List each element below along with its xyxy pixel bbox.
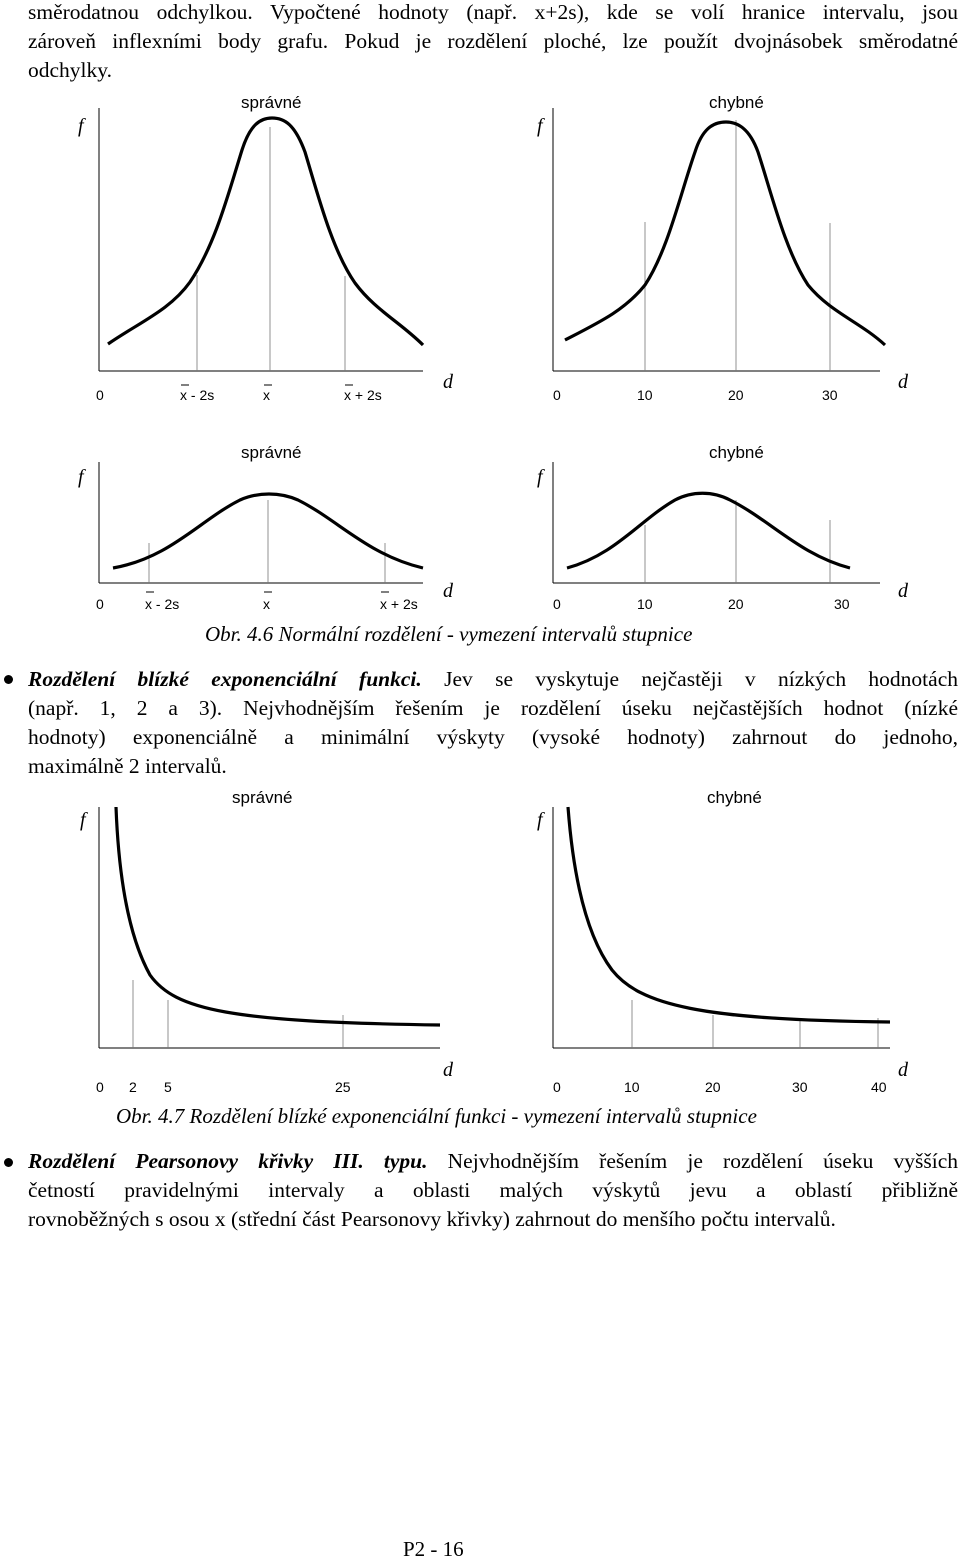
bullet-exponential-line-2: (např. 1, 2 a 3). Nejvhodnějším řešením je rozdělení úseku nejčastějších hodnot (nízké [28,696,958,720]
fig47-l-title: správné [232,788,293,807]
fig46-bl-tick-0: 0 [96,596,104,612]
fig46-bl-title: správné [241,443,302,462]
fig46-top-right-panel [553,108,885,371]
fig47-l-tick-1: 2 [129,1079,137,1095]
fig47-r-tick-1: 10 [624,1079,640,1095]
fig47-r-xlabel: d [898,1059,908,1081]
fig47-r-curve [568,807,890,1022]
fig46-bottom-right-panel [553,462,880,583]
fig46-tl-title: správné [241,93,302,112]
fig46-bl-tick-3: x + 2s [380,596,418,612]
fig47-l-ylabel: f [80,809,86,831]
fig46-tl-curve [108,118,423,345]
bullet-pearson-line-3: rovnoběžných s osou x (střední část Pearsonovy křivky) zahrnout do menšího počtu intervalů. [28,1207,836,1231]
intro-line-2: zároveň inflexními body grafu. Pokud je rozdělení ploché, lze použít dvojnásobek směrodatné [28,29,958,53]
fig46-br-xlabel: d [898,580,908,602]
bullet-exponential-paragraph [28,665,958,781]
fig47-r-ylabel: f [537,809,543,831]
fig47-l-tick-2: 5 [164,1079,172,1095]
fig46-tl-tick-0: 0 [96,387,104,403]
bullet-exponential-line-1-text: Jev se vyskytuje nejčastěji v nízkých hodnotách [421,667,958,691]
fig46-top-left-panel [99,108,423,371]
fig47-r-tick-3: 30 [792,1079,808,1095]
fig46-br-tick-0: 0 [553,596,561,612]
bullet-pearson-line-1-text: Nejvhodnějším řešením je rozdělení úseku vyšších [427,1149,958,1173]
fig46-bl-xlabel: d [443,580,453,602]
fig47-l-curve [116,807,440,1025]
bullet-exponential-title: Rozdělení blízké exponenciální funkci. [28,667,422,691]
intro-line-3: odchylky. [28,58,112,82]
fig46-tr-curve [565,122,885,345]
fig46-bl-tick-2: x [263,596,270,612]
fig46-tl-tick-3: x + 2s [344,387,382,403]
fig46-bottom-left-panel [99,462,423,583]
fig46-tr-ylabel: f [537,115,543,137]
fig46-tr-xlabel: d [898,371,908,393]
intro-line-1: směrodatnou odchylkou. Vypočtené hodnoty (např. x+2s), kde se volí hranice intervalu, jsou [28,0,958,24]
bullet-exponential-line-3: hodnoty) exponenciálně a minimální výskyty (vysoké hodnoty) zahrnout do jednoho, [28,725,958,749]
page-number: P2 - 16 [403,1537,464,1561]
fig47-left-panel [99,807,440,1048]
bullet-pearson-line-1 [28,1147,958,1176]
figure-4-6-caption: Obr. 4.6 Normální rozdělení - vymezení intervalů stupnice [205,622,693,646]
xbar-overlines [146,385,389,592]
figure-4-7-caption: Obr. 4.7 Rozdělení blízké exponenciální funkci - vymezení intervalů stupnice [116,1104,757,1128]
fig47-right-panel [553,807,890,1048]
fig47-r-tick-0: 0 [553,1079,561,1095]
fig46-tl-tick-1: x - 2s [180,387,215,403]
fig46-tl-ylabel: f [78,115,84,137]
fig47-r-tick-4: 40 [871,1079,887,1095]
fig46-br-ylabel: f [537,466,543,488]
fig46-tr-tick-3: 30 [822,387,838,403]
fig46-tl-tick-2: x [263,387,270,403]
fig46-br-title: chybné [709,443,764,462]
fig46-tr-tick-1: 10 [637,387,653,403]
fig46-tr-tick-0: 0 [553,387,561,403]
fig47-l-tick-3: 25 [335,1079,351,1095]
fig46-br-tick-3: 30 [834,596,850,612]
fig46-tl-xlabel: d [443,371,453,393]
bullet-exponential-line-4: maximálně 2 intervalů. [28,754,227,778]
bullet-pearson-paragraph [28,1147,958,1234]
bullet-pearson-dot [4,1158,13,1167]
fig47-l-tick-0: 0 [96,1079,104,1095]
bullet-exponential-line-1 [28,665,958,694]
fig46-tr-title: chybné [709,93,764,112]
bullet-pearson-line-2: četností pravidelnými intervaly a oblasti malých výskytů jevu a oblastí přibližně [28,1178,958,1202]
fig47-l-xlabel: d [443,1059,453,1081]
fig47-r-title: chybné [707,788,762,807]
fig46-bl-ylabel: f [78,466,84,488]
fig47-r-tick-2: 20 [705,1079,721,1095]
fig46-br-curve [567,493,850,568]
fig46-br-tick-1: 10 [637,596,653,612]
fig46-bl-tick-1: x - 2s [145,596,180,612]
bullet-pearson-title: Rozdělení Pearsonovy křivky III. typu. [28,1149,428,1173]
fig46-br-tick-2: 20 [728,596,744,612]
bullet-exponential-dot [4,675,13,684]
fig46-tr-tick-2: 20 [728,387,744,403]
